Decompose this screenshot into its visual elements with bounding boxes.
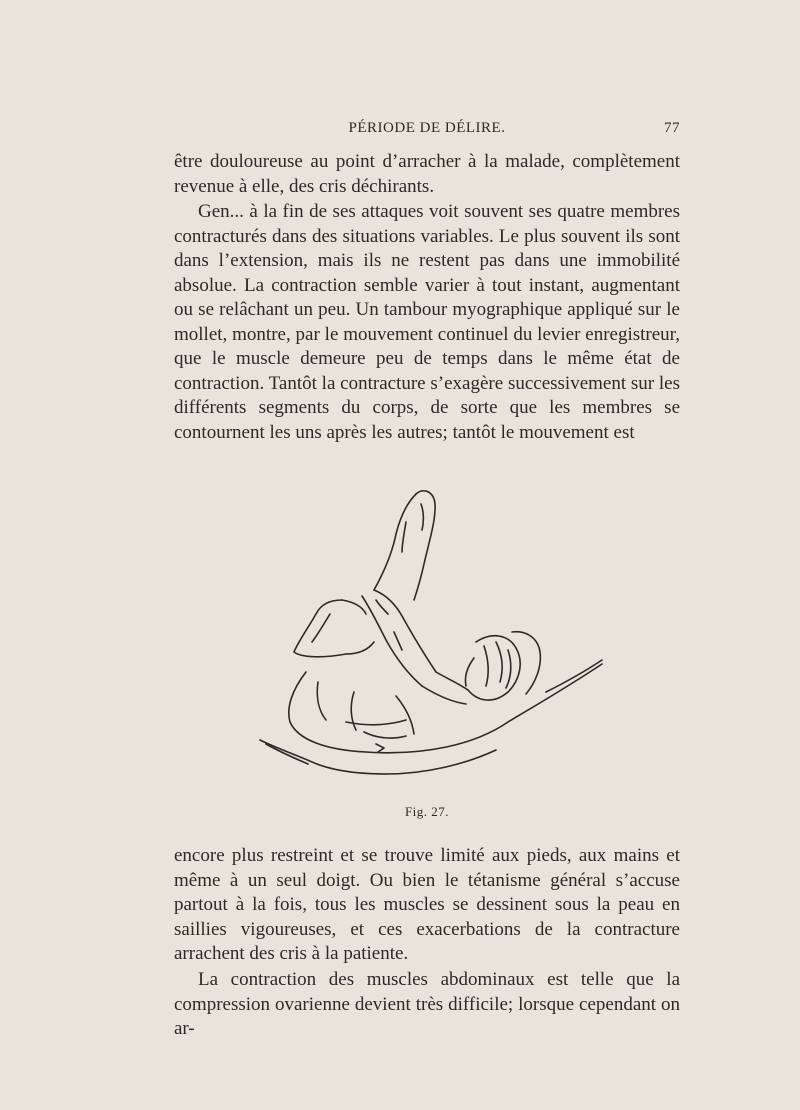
paragraph-4: La contraction des muscles abdominaux est telle que la compression ovarienne devient très difficile; lorsque cependant on ar- (174, 969, 680, 1039)
paragraph-1: être douloureuse au point d’arracher à la malade, complètement revenue à elle, des cris déchirants. (174, 151, 680, 197)
paragraph-3: encore plus restreint et se trouve limité aux pieds, aux mains et même à un seul doigt. Ou bien le tétanisme général s’accuse partout à la fois, tous les muscles se dessinent sous la peau en saillies vigoureuses, et ces exacerbations de la contracture arrachent des cris à la patiente. (174, 845, 680, 964)
figure-illustration (246, 482, 616, 782)
running-title: PÉRIODE DE DÉLIRE. (348, 120, 506, 136)
running-head (174, 120, 680, 144)
figure-caption: Fig. 27. (404, 804, 450, 819)
paragraph-2: Gen... à la fin de ses attaques voit souvent ses quatre membres contracturés dans des situations variables. Le plus souvent ils sont dans l’extension, mais ils ne restent pas dans une immobilité absolue. La contraction semble varier à tout instant, augmentant ou se relâchant un peu. Un tambour myographique appliqué sur le mollet, montre, par le mouvement continuel du levier enregistreur, que le muscle demeure peu de temps dans le même état de contraction. Tantôt la contracture s’exagère successivement sur les différents segments du corps, de sorte que les membres se contournent les uns après les autres; tantôt le mouvement est (174, 201, 680, 443)
page-number: 77 (664, 120, 680, 136)
contorted-figure-drawing (246, 482, 616, 782)
